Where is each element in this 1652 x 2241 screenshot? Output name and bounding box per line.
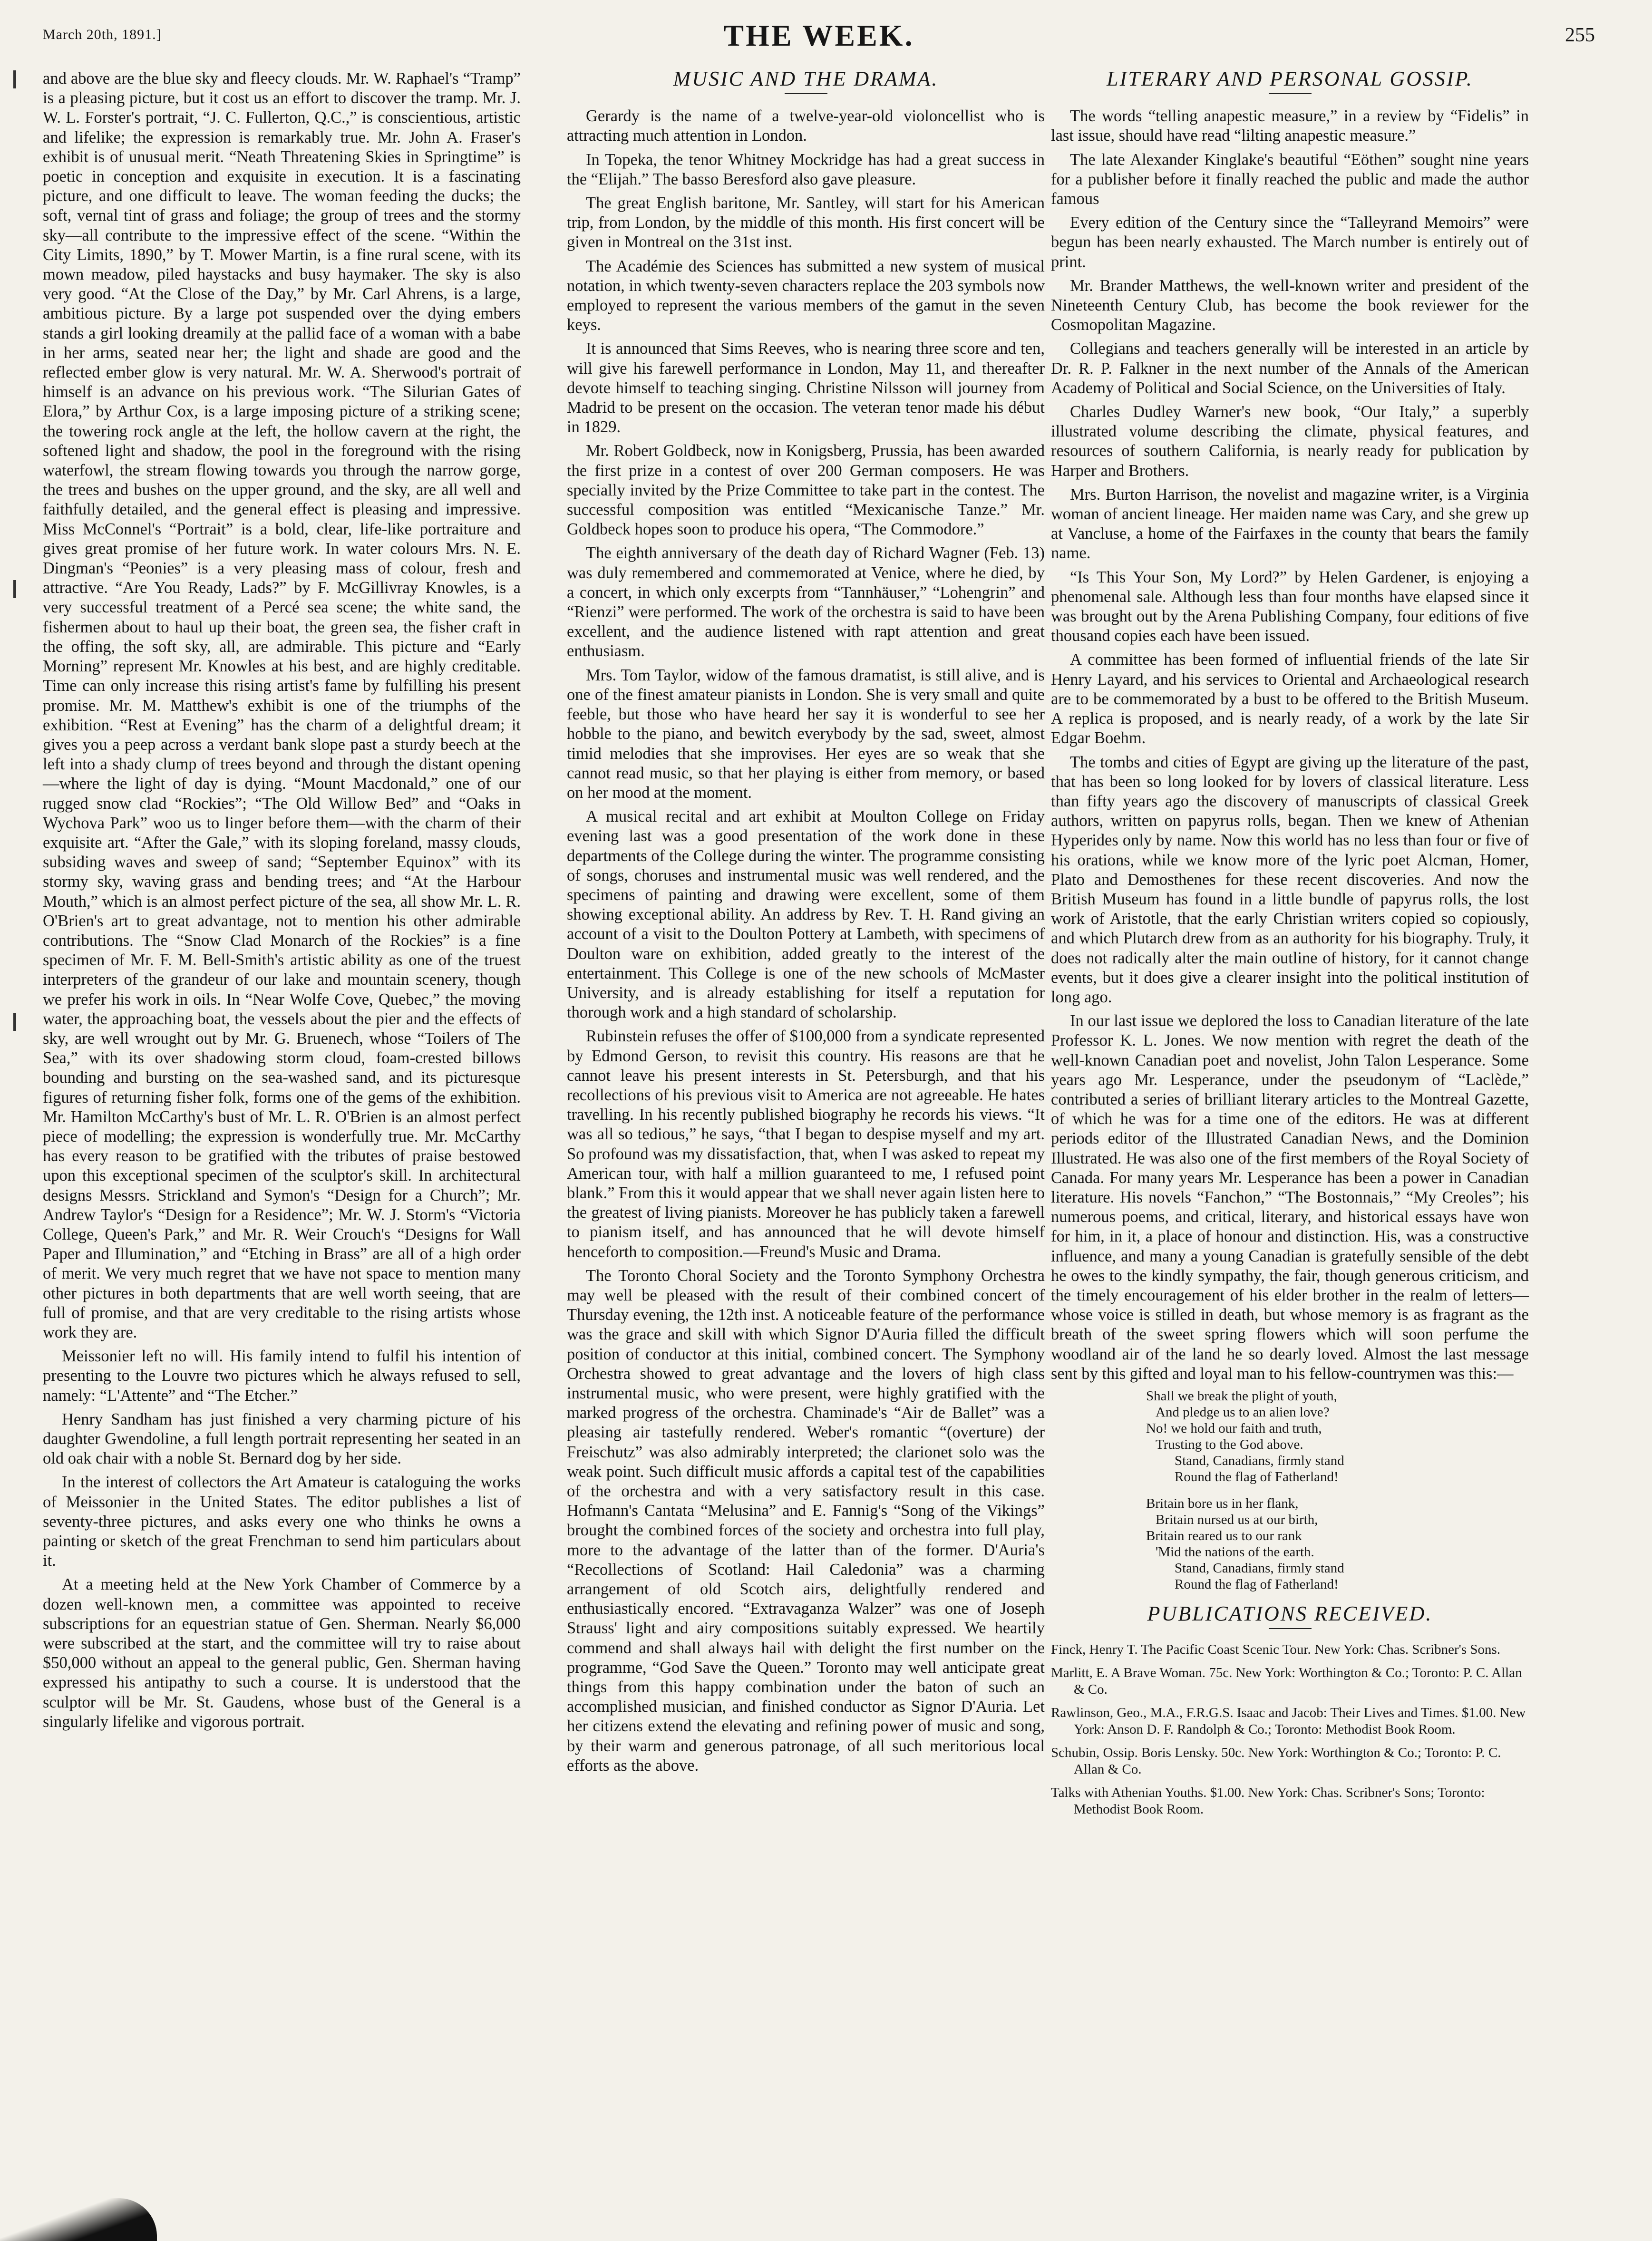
poem-line: No! we hold our faith and truth,: [1146, 1421, 1322, 1436]
article-paragraph: Mrs. Tom Taylor, widow of the famous dramatist, is still alive, and is one of the finest amateur pianists in London. She is very small and quite feeble, but those who have heard her say it is wonderful to see her hobble to the piano, and bewitch everybody by the sad, sweet, almost timid melodies that she improvises. Her eyes are so weak that she cannot read music, so that her playing is either from memory, or based on her mood at the moment.: [567, 666, 1045, 802]
margin-mark: [13, 580, 16, 598]
article-paragraph: Henry Sandham has just finished a very charming picture of his daughter Gwendoline, a full length portrait representing her seated in an old oak chair with a noble St. Bernard dog by her side.: [43, 1410, 521, 1468]
publication-entry: Finck, Henry T. The Pacific Coast Scenic Tour. New York: Chas. Scribner's Sons.: [1051, 1642, 1501, 1658]
article-paragraph: Mr. Robert Goldbeck, now in Konigsberg, Prussia, has been awarded the first prize in a contest of over 200 German composers. He was specially invited by the Prize Committee to take part in the contest. The successful composition was entitled “Mexicanische Tanze.” Mr. Goldbeck hopes soon to produce his opera, “The Commodore.”: [567, 442, 1045, 539]
article-paragraph: The words “telling anapestic measure,” in a review by “Fidelis” in last issue, should have read “lilting anapestic measure.”: [1051, 107, 1529, 145]
publications-title: PUBLICATIONS RECEIVED.: [1147, 1602, 1433, 1625]
article-paragraph: It is announced that Sims Reeves, who is nearing three score and ten, will give his farewell performance in London, May 11, and thereafter devote himself to teaching singing. Christine Nilsson will journey from Madrid to be present on the occasion. The veteran tenor made his début in 1829.: [567, 340, 1045, 437]
article-paragraph: A musical recital and art exhibit at Moulton College on Friday evening last was a good presentation of the work done in these departments of the College during the winter. The programme consisting of songs, choruses and instrumental music was well rendered, and the specimens of painting and drawing were excellent, some of them showing exceptional ability. An address by Rev. T. H. Rand giving an account of a visit to the Doulton Pottery at Lambeth, with specimens of Doulton ware on exhibition, added greatly to the interest of the entertainment. This College is one of the new schools of McMaster University, and is already establishing for itself a reputation for thorough work and a high standard of scholarship.: [567, 807, 1045, 1022]
poem-line: Britain nursed us at our birth,: [1156, 1512, 1318, 1527]
column-music-drama: [567, 69, 1045, 1780]
poem-line: Round the flag of Fatherland!: [1175, 1577, 1339, 1592]
article-paragraph: Mrs. Burton Harrison, the novelist and magazine writer, is a Virginia woman of ancient lineage. Her maiden name was Cary, and she grew up at Vancluse, a home of the Fairfaxes in the county that bears the family name.: [1051, 485, 1529, 563]
article-paragraph: The eighth anniversary of the death day of Richard Wagner (Feb. 13) was duly remembered and commemorated at Venice, where he died, by a concert, in which only excerpts from “Tannhäuser,” “Lohengrin” and “Rienzi” were performed. The work of the orchestra is said to have been excellent, and the audience listened with rapt attention and great enthusiasm.: [567, 544, 1045, 660]
section-title: LITERARY AND PERSONAL GOSSIP.: [1107, 67, 1473, 90]
article-paragraph: and above are the blue sky and fleecy clouds. Mr. W. Raphael's “Tramp” is a pleasing picture, but it cost us an effort to discover the tramp. Mr. J. W. L. Forster's portrait, “J. C. Fullerton, Q.C.,” is conscientious, artistic and lifelike; the expression is remarkably true. Mr. John A. Fraser's exhibit is of unusual merit. “Neath Threatening Skies in Springtime” is poetic in conception and exquisite in execution. It is a fascinating picture, and one difficult to leave. The woman feeding the ducks; the soft, vernal tint of grass and foliage; the group of trees and the stormy sky—all contribute to the impressive effect of the scene. “Within the City Limits, 1890,” by T. Mower Martin, is a fine rural scene, with its mown meadow, piled haystacks and busy haymaker. The sky is also very good. “At the Close of the Day,” by Mr. Carl Ahrens, is a large, ambitious picture. By a large pot suspended over the dying embers stands a girl looking dreamily at the pallid face of a woman with a babe in her arms, seated near her; the light and shade are good and the reflected ember glow is very natural. Mr. W. A. Sherwood's portrait of himself is an advance on his previous work. “The Silurian Gates of Elora,” by Arthur Cox, is a large imposing picture of a striking scene; the towering rock angle at the left, the hollow cavern at the right, the softened light and shadow, the pool in the foreground with the rising waterfowl, the stream flowing towards you through the narrow gorge, the trees and bushes on the upper ground, and the sky, are all well and faithfully detailed, and the general effect is pleasing and impressive. Miss McConnel's “Portrait” is a bold, clear, life-like portraiture and gives great promise of her future work. In water colours Mrs. N. E. Dingman's “Peonies” is a very pleasing mass of colour, fresh and attractive. “Are You Ready, Lads?” by F. McGillivray Knowles, is a very successful treatment of a Percé sea scene; the white sand, the fishermen about to haul up their boat, the green sea, the fisher craft in the offing, the soft sky, all, are admirable. This picture and “Early Morning” represent Mr. Knowles at his best, and are highly creditable. Time can only increase this rising artist's fame by fulfilling his present promise. Mr. M. Matthew's exhibit is one of the triumphs of the exhibition. “Rest at Evening” has the charm of a delightful dream; it gives you a peep across a verdant bank slope past a sturdy beech at the left into a shady clump of trees beyond and through the distant opening—where the light of day is dying. “Mount Macdonald,” one of our rugged snow clad “Rockies”; “The Old Willow Bed” and “Oaks in Wychova Park” woo us to linger before them—with the charm of their exquisite art. “After the Gale,” with its sloping foreland, massy clouds, subsiding waves and sweep of sand; “September Equinox” with its stormy sky, waving grass and bending trees; and “At the Harbour Mouth,” which is an almost perfect picture of the sea, all show Mr. L. R. O'Brien's art to great advantage, not to mention his other admirable contributions. The “Snow Clad Monarch of the Rockies” is a fine specimen of Mr. F. M. Bell-Smith's artistic ability as one of the truest interpreters of the grandeur of our lake and mountain scenery, though we prefer his work in oils. In “Near Wolfe Cove, Quebec,” the moving water, the approaching boat, the vessels about the pier and the effects of sky, are well wrought out by Mr. G. Bruenech, whose “Toilers of The Sea,” with its over shadowing storm cloud, foam-crested billows bounding and bursting on the sea-washed sand, and its picturesque figures of returning fisher folk, forms one of the gems of the exhibition. Mr. Hamilton McCarthy's bust of Mr. L. R. O'Brien is an almost perfect piece of modelling; the expression is wonderfully true. Mr. McCarthy has every reason to be gratified with the tributes of praise bestowed upon this exceptional specimen of the sculptor's skill. In architectural designs Messrs. Strickland and Symon's “Design for a Church”; Mr. Andrew Taylor's “Design for a Residence”; Mr. W. J. Storm's “Victoria College, Queen's Park,” and Mr. R. Weir Crouch's “Designs for Wall Paper and Illumination,” and “Etching in Brass” are all of a high order of merit. We very much regret that we have not space to mention many other pictures in both departments that are well worth seeing, that are full of promise, and that are very creditable to the rising artists whose work they are.: [43, 69, 521, 1341]
poem-line: Round the flag of Fatherland!: [1175, 1469, 1339, 1484]
masthead-title: THE WEEK.: [723, 19, 914, 52]
issue-date: March 20th, 1891.]: [43, 27, 162, 42]
publication-entry: Marlitt, E. A Brave Woman. 75c. New York: Worthington & Co.; Toronto: P. C. Allan & Co.: [1051, 1665, 1522, 1698]
article-paragraph: Rubinstein refuses the offer of $100,000 from a syndicate represented by Edmond Gerson, to revisit this country. His reasons are that he cannot leave his present interests in St. Petersburgh, and that his recollections of his previous visit to America are not agreeable. He hates travelling. In his recently published biography he records his views. “It was all so tedious,” he says, “that I began to despise myself and my art. So profound was my dissatisfaction, that, when I was asked to repeat my American tour, with half a million guaranteed to me, I refused point blank.” From this it would appear that we shall never again listen here to the greatest of living pianists. Moreover he has publicly taken a farewell to pianism itself, and has announced that he will devote himself henceforth to composition.—Freund's Music and Drama.: [567, 1027, 1045, 1261]
article-paragraph: In our last issue we deplored the loss to Canadian literature of the late Professor K. L. Jones. We now mention with regret the death of the well-known Canadian poet and novelist, John Talon Lesperance. Some years ago Mr. Lesperance, under the pseudonym of “Laclède,” contributed a series of brilliant literary articles to the Montreal Gazette, of which he was for a time one of the editors. He was at different periods editor of the Illustrated Canadian News, and the Dominion Illustrated. He was also one of the first members of the Royal Society of Canada. For many years Mr. Lesperance has been a power in Canadian literature. His novels “Fanchon,” “The Bostonnais,” “My Creoles”; his numerous poems, and critical, literary, and historical essays have won for him, in it, a place of honour and distinction. His, was a constructive influence, and many a young Canadian is gratefully sensible of the debt he owes to the kindly sympathy, the fair, though generous criticism, and the timely encouragement of his elder brother in the realm of letters—whose voice is stilled in death, but whose memory is as fragrant as the breath of the sweet spring flowers which will soon perfume the woodland air of the land he so dearly loved. Almost the last message sent by this gifted and loyal man to his fellow-countrymen was this:—: [1051, 1012, 1529, 1383]
poem-line: Britain reared us to our rank: [1146, 1528, 1302, 1543]
poem-line: Stand, Canadians, firmly stand: [1175, 1561, 1344, 1576]
publication-entry: Schubin, Ossip. Boris Lensky. 50c. New York: Worthington & Co.; Toronto: P. C. Allan & Co.: [1051, 1745, 1501, 1777]
column-art-review: [43, 69, 521, 1736]
article-paragraph: In Topeka, the tenor Whitney Mockridge has had a great success in the “Elijah.” The basso Beresford also gave pleasure.: [567, 150, 1045, 188]
article-paragraph: The late Alexander Kinglake's beautiful “Eöthen” sought nine years for a publisher before it finally reached the public and made the author famous: [1051, 150, 1529, 208]
poem-stanza: [1146, 1388, 1529, 1485]
article-paragraph: Collegians and teachers generally will be interested in an article by Dr. R. P. Falkner in the next number of the Annals of the American Academy of Political and Social Science, on the Universities of Italy.: [1051, 340, 1529, 397]
article-paragraph: At a meeting held at the New York Chamber of Commerce by a dozen well-known men, a committee was appointed to receive subscriptions for an equestrian statue of Gen. Sherman. Nearly $6,000 were subscribed at the start, and the committee will try to raise about $50,000 without an appeal to the general public, Gen. Sherman having expressed his antipathy to such a course. It is understood that the sculptor will be Mr. St. Gaudens, whose bust of the General is a singularly lifelike and vigorous portrait.: [43, 1575, 521, 1731]
poem-line: And pledge us to an alien love?: [1156, 1405, 1330, 1420]
section-rule: [1269, 93, 1312, 94]
section-rule: [785, 93, 827, 94]
poem-line: 'Mid the nations of the earth.: [1156, 1544, 1314, 1560]
article-paragraph: Meissonier left no will. His family intend to fulfil his intention of presenting to the Louvre two pictures which he always refused to sell, namely: “L'Attente” and “The Etcher.”: [43, 1347, 521, 1405]
article-paragraph: Mr. Brander Matthews, the well-known writer and president of the Nineteenth Century Club, has become the book reviewer for the Cosmopolitan Magazine.: [1051, 276, 1529, 334]
article-paragraph: A committee has been formed of influential friends of the late Sir Henry Layard, and his services to Oriental and Archaeological research are to be commemorated by a bust to be offered to the British Museum. A replica is proposed, and is nearly ready, of a work by the late Sir Edgar Boehm.: [1051, 650, 1529, 747]
section-title: MUSIC AND THE DRAMA.: [673, 67, 939, 90]
article-paragraph: The Académie des Sciences has submitted a new system of musical notation, in which twenty-seven characters replace the 203 symbols now employed to represent the various members of the gamut in the seven keys.: [567, 257, 1045, 334]
poem-stanza: [1146, 1495, 1529, 1592]
article-paragraph: In the interest of collectors the Art Amateur is cataloguing the works of Meissonier in the United States. The editor publishes a list of seventy-three pictures, and asks every one who thinks he owns a painting or sketch of the great Frenchman to send him particulars about it.: [43, 1473, 521, 1570]
poem-line: Trusting to the God above.: [1156, 1437, 1303, 1452]
column-literary-gossip: [1051, 69, 1529, 1824]
page-header: [43, 18, 1595, 56]
publication-entry: Rawlinson, Geo., M.A., F.R.G.S. Isaac and Jacob: Their Lives and Times. $1.00. New York: Anson D. F. Randolph & Co.; Toronto: Methodist Book Room.: [1051, 1705, 1526, 1737]
article-paragraph: The great English baritone, Mr. Santley, will start for his American trip, from London, by the middle of this month. His first concert will be given in Montreal on the 31st inst.: [567, 194, 1045, 252]
publication-entry: Talks with Athenian Youths. $1.00. New York: Chas. Scribner's Sons; Toronto: Methodist Book Room.: [1051, 1785, 1485, 1817]
article-paragraph: The tombs and cities of Egypt are giving up the literature of the past, that has been so long looked for by lovers of classical literature. Less than fifty years ago the discovery of manuscripts of classical Greek authors, written on papyrus rolls, began. Then we knew of Athenian Hyperides only by name. Now this world has no less than four or five of his orations, while we know more of the lyric poet Alcman, Homer, Plato and Demosthenes for these recent discoveries. And now the British Museum has found in a little bundle of papyrus rolls, the lost work of Aristotle, that the early Christian writers copied so copiously, and which Plutarch drew from as an authority for his biography. Truly, it does not radically alter the main outline of history, for it cannot change events, but it does give a clearer insight into the political institution of long ago.: [1051, 753, 1529, 1006]
margin-mark: [13, 70, 16, 88]
article-paragraph: “Is This Your Son, My Lord?” by Helen Gardener, is enjoying a phenomenal sale. Although less than four months have elapsed since it was brought out by the Arena Publishing Company, four editions of five thousand copies each have been issued.: [1051, 568, 1529, 645]
poem-line: Stand, Canadians, firmly stand: [1175, 1453, 1344, 1468]
page-number: 255: [1565, 24, 1595, 46]
article-paragraph: Charles Dudley Warner's new book, “Our Italy,” a superbly illustrated volume describing the climate, physical features, and resources of southern California, is nearly ready for publication by Harper and Brothers.: [1051, 403, 1529, 480]
poem-line: Shall we break the plight of youth,: [1146, 1388, 1337, 1404]
poem-line: Britain bore us in her flank,: [1146, 1496, 1299, 1511]
article-paragraph: The Toronto Choral Society and the Toronto Symphony Orchestra may well be pleased with the result of their combined concert of Thursday evening, the 12th inst. A noticeable feature of the performance was the grace and skill with which Signor D'Auria filled the difficult position of conductor at this initial, combined concert. The Symphony Orchestra showed to great advantage and the lovers of high class instrumental music, who were present, were highly gratified with the marked progress of the orchestra. Chaminade's “Air de Ballet” was a pleasing air tastefully rendered. Weber's romantic “(overture) der Freischutz” was also admirably interpreted; the clarionet solo was the weak point. Such difficult music affords a capital test of the capabilities of the orchestra and with a very satisfactory result in this case. Hofmann's Cantata “Melusina” and E. Fannig's “Song of the Vikings” brought the combined forces of the society and orchestra into full play, more to the advantage of the latter than of the former. D'Auria's “Recollections of Scotland: Hail Caledonia” was a charming arrangement of old Scotch airs, delightfully rendered and enthusiastically encored. “Extravaganza Walzer” was one of Joseph Strauss' light and airy compositions suitably expressed. We heartily commend and shall always hail with delight the first number on the programme, “God Save the Queen.” Toronto may well anticipate great things from this happy combination under the baton of such an accomplished musician, and finished conductor as Signor D'Auria. Let her citizens extend the elevating and refining power of music and song, by their warm and generous patronage, of all such meritorious local efforts as the above.: [567, 1266, 1045, 1775]
poem: [1146, 1388, 1529, 1592]
article-paragraph: Gerardy is the name of a twelve-year-old violoncellist who is attracting much attention in London.: [567, 107, 1045, 145]
article-paragraph: Every edition of the Century since the “Talleyrand Memoirs” were begun has been nearly exhausted. The March number is entirely out of print.: [1051, 213, 1529, 271]
publications-list: [1051, 1641, 1529, 1818]
section-rule: [1269, 1628, 1312, 1629]
scan-smear: [0, 2198, 157, 2241]
margin-mark: [13, 1013, 16, 1031]
